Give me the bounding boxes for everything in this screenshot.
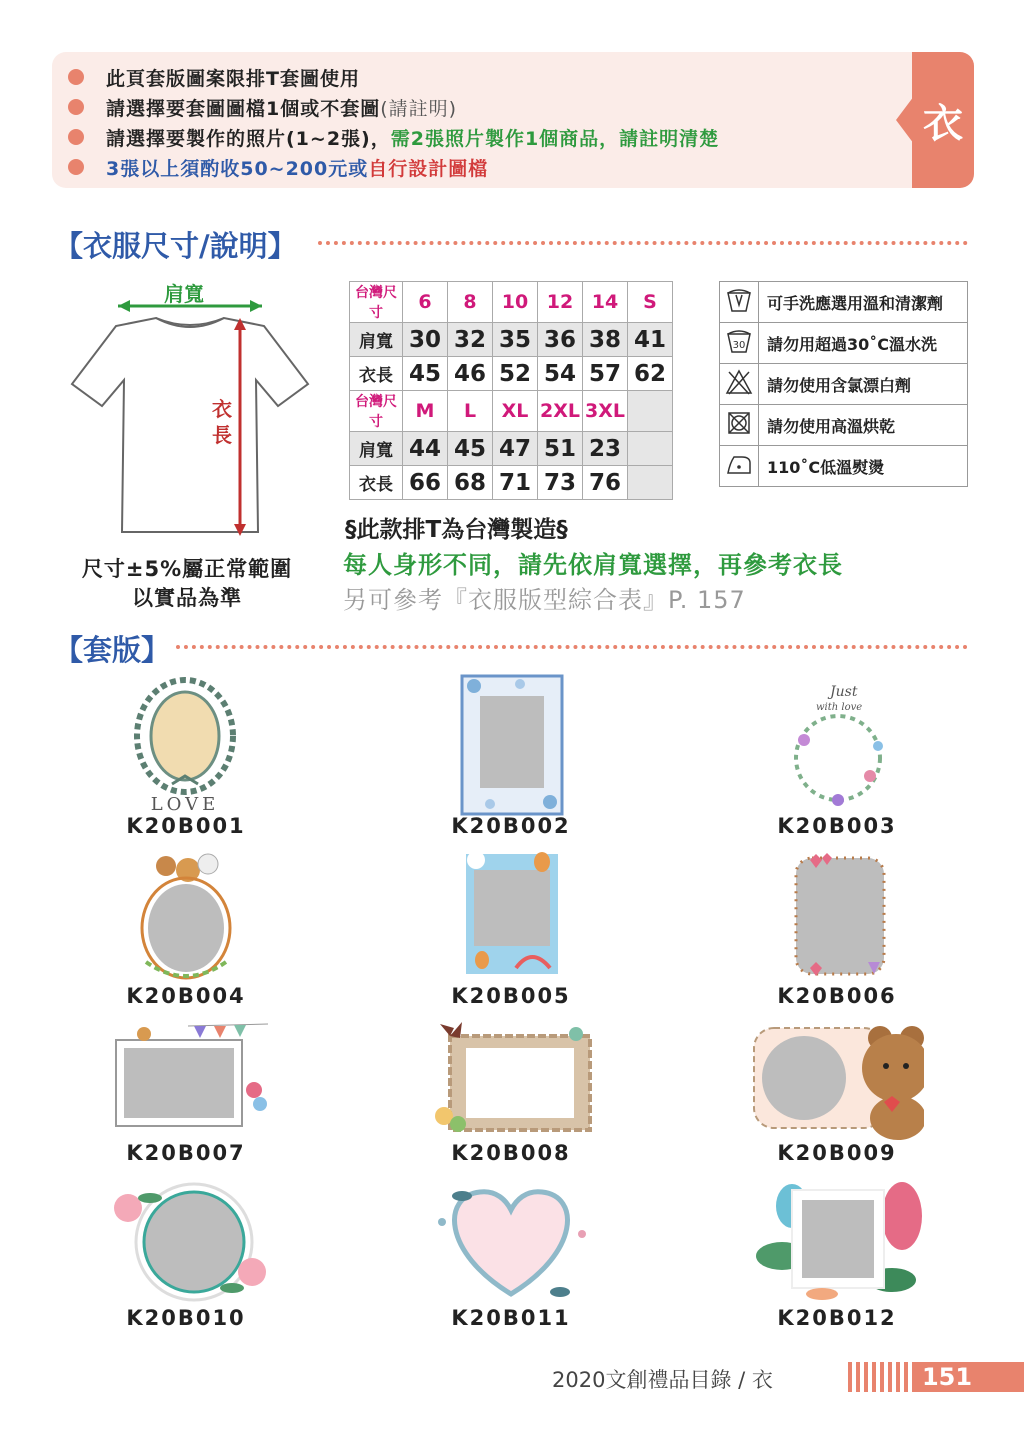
- size-header-row-1: [350, 282, 673, 323]
- size-cell: 44: [403, 432, 448, 466]
- care-row: [720, 364, 968, 405]
- template-frame-flower-wreath: [786, 678, 890, 812]
- care-text: 請勿用超過30˚C溫水洗: [759, 323, 968, 364]
- size-header-cell: 12: [538, 282, 583, 323]
- size-cell: 衣長: [350, 466, 403, 500]
- footer-stripe: [856, 1362, 860, 1392]
- size-cell: 51: [538, 432, 583, 466]
- footer-catalog-title: 2020文創禮品目錄 / 衣: [552, 1368, 773, 1392]
- bullet-icon: [68, 129, 84, 145]
- template-code: K20B011: [451, 1306, 571, 1330]
- shoulder-width-label: 肩寬: [164, 282, 204, 306]
- size-table: [349, 281, 673, 500]
- with-love-text: with love: [816, 702, 863, 713]
- notice-line-2-main: 請選擇要套圖圖檔1個或不套圖: [106, 98, 381, 120]
- template-code: K20B004: [126, 984, 246, 1008]
- size-header-cell: 台灣尺寸: [350, 391, 403, 432]
- dotted-divider: [176, 645, 968, 649]
- care-row: [720, 323, 968, 364]
- bullet-icon: [68, 99, 84, 115]
- template-frame-scalloped-bow: [430, 1016, 600, 1138]
- length-label-2: 長: [212, 423, 232, 447]
- template-frame-balloon: [462, 848, 562, 978]
- care-text: 110˚C低溫熨燙: [759, 446, 968, 487]
- notice-line-4-blue: 3張以上須酌收50~200元或: [106, 158, 369, 180]
- template-frame-oval-wreath: [130, 676, 240, 816]
- size-header-cell: 6: [403, 282, 448, 323]
- tolerance-text-2: 以實品為準: [132, 586, 242, 610]
- wash-30-icon-text: 30: [732, 340, 746, 351]
- just-text: Just: [830, 684, 858, 700]
- hand-wash-icon: [720, 282, 759, 323]
- template-frame-tropical: [752, 1176, 926, 1304]
- care-row: [720, 282, 968, 323]
- size-row-length-2: [350, 466, 673, 500]
- notice-line-1: 此頁套版圖案限排T套圖使用: [106, 68, 360, 90]
- care-row: [720, 405, 968, 446]
- template-frame-party: [108, 1018, 272, 1138]
- dotted-divider: [318, 241, 968, 245]
- notice-line-3: [106, 124, 719, 151]
- love-text: LOVE: [150, 794, 220, 815]
- notice-line-2-paren: (請註明): [380, 98, 458, 120]
- size-header-row-2: [350, 391, 673, 432]
- template-frame-animal-oval: [136, 850, 236, 982]
- template-code: K20B007: [126, 1141, 246, 1165]
- iron-low-icon: [720, 446, 759, 487]
- template-frame-heart: [432, 1182, 590, 1302]
- wash-30-icon: [720, 323, 759, 364]
- tolerance-text-1: 尺寸±5%屬正常範圍: [81, 557, 293, 581]
- size-cell: 36: [538, 323, 583, 357]
- notice-tab-label: 衣: [923, 101, 963, 147]
- bullet-icon: [68, 69, 84, 85]
- size-header-cell: 2XL: [538, 391, 583, 432]
- reference-note: 另可參考『衣服版型綜合表』P. 157: [343, 586, 746, 614]
- footer-stripe: [872, 1362, 876, 1392]
- size-header-cell: 台灣尺寸: [350, 282, 403, 323]
- size-cell: 76: [583, 466, 628, 500]
- size-row-shoulder-2: [350, 432, 673, 466]
- care-row: [720, 446, 968, 487]
- care-text: 請勿使用高溫烘乾: [759, 405, 968, 446]
- size-header-cell: 8: [448, 282, 493, 323]
- size-cell: 45: [448, 432, 493, 466]
- care-text: 可手洗應選用溫和清潔劑: [759, 282, 968, 323]
- care-table: [719, 281, 968, 487]
- size-cell: 71: [493, 466, 538, 500]
- footer-stripe: [848, 1362, 852, 1392]
- template-frame-heart-dots: [790, 850, 890, 980]
- size-header-cell: 3XL: [583, 391, 628, 432]
- size-header-cell: 14: [583, 282, 628, 323]
- size-header-cell: XL: [493, 391, 538, 432]
- footer-stripe: [896, 1362, 900, 1392]
- fit-advice-note: 每人身形不同，請先依肩寬選擇，再參考衣長: [343, 551, 843, 579]
- notice-line-2: [106, 94, 457, 121]
- size-cell: 41: [628, 323, 673, 357]
- size-cell: 肩寬: [350, 432, 403, 466]
- notice-line-4: [106, 154, 488, 181]
- made-in-taiwan-note: §此款排T為台灣製造§: [345, 517, 568, 543]
- template-code: K20B012: [777, 1306, 897, 1330]
- template-code: K20B006: [777, 984, 897, 1008]
- template-frame-flower-circle: [104, 1178, 272, 1306]
- template-code: K20B008: [451, 1141, 571, 1165]
- template-code: K20B002: [451, 814, 571, 838]
- notice-line-3-green: 需2張照片製作1個商品，請註明清楚: [390, 128, 720, 150]
- size-cell: 57: [583, 357, 628, 391]
- tshirt-illustration: [60, 296, 320, 546]
- size-cell: 66: [403, 466, 448, 500]
- no-tumble-dry-icon: [720, 405, 759, 446]
- section-title-templates: 【套版】: [54, 633, 171, 667]
- template-code: K20B009: [777, 1141, 897, 1165]
- size-cell: 23: [583, 432, 628, 466]
- size-blank-cell: [628, 466, 673, 500]
- size-cell: 45: [403, 357, 448, 391]
- length-label: [210, 396, 234, 448]
- notice-line-4-red: 自行設計圖檔: [368, 158, 489, 180]
- size-header-cell: L: [448, 391, 493, 432]
- size-cell: 47: [493, 432, 538, 466]
- footer-stripe: [904, 1362, 908, 1392]
- size-header-cell: M: [403, 391, 448, 432]
- size-header-cell: 10: [493, 282, 538, 323]
- length-label-1: 衣: [212, 397, 232, 421]
- size-cell: 32: [448, 323, 493, 357]
- size-cell: 68: [448, 466, 493, 500]
- care-text: 請勿使用含氯漂白劑: [759, 364, 968, 405]
- size-cell: 35: [493, 323, 538, 357]
- footer-stripe: [880, 1362, 884, 1392]
- template-frame-bear: [752, 1018, 924, 1140]
- template-frame-blue-floral: [460, 674, 564, 816]
- size-cell: 52: [493, 357, 538, 391]
- footer-stripe: [888, 1362, 892, 1392]
- size-row-shoulder-1: [350, 323, 673, 357]
- section-title-size: 【衣服尺寸/說明】: [54, 229, 297, 263]
- template-code: K20B003: [777, 814, 897, 838]
- size-blank-cell: [628, 391, 673, 432]
- bullet-icon: [68, 159, 84, 175]
- size-cell: 62: [628, 357, 673, 391]
- size-cell: 肩寬: [350, 323, 403, 357]
- page-number: 151: [921, 1363, 973, 1391]
- template-code: K20B010: [126, 1306, 246, 1330]
- size-blank-cell: [628, 432, 673, 466]
- footer-stripe: [864, 1362, 868, 1392]
- template-code: K20B005: [451, 984, 571, 1008]
- size-cell: 54: [538, 357, 583, 391]
- size-cell: 46: [448, 357, 493, 391]
- size-header-cell: S: [628, 282, 673, 323]
- notice-line-3-main: 請選擇要製作的照片(1~2張)，: [106, 128, 391, 150]
- size-cell: 衣長: [350, 357, 403, 391]
- size-row-length-1: [350, 357, 673, 391]
- size-cell: 38: [583, 323, 628, 357]
- size-cell: 73: [538, 466, 583, 500]
- template-code: K20B001: [126, 814, 246, 838]
- no-bleach-icon: [720, 364, 759, 405]
- size-cell: 30: [403, 323, 448, 357]
